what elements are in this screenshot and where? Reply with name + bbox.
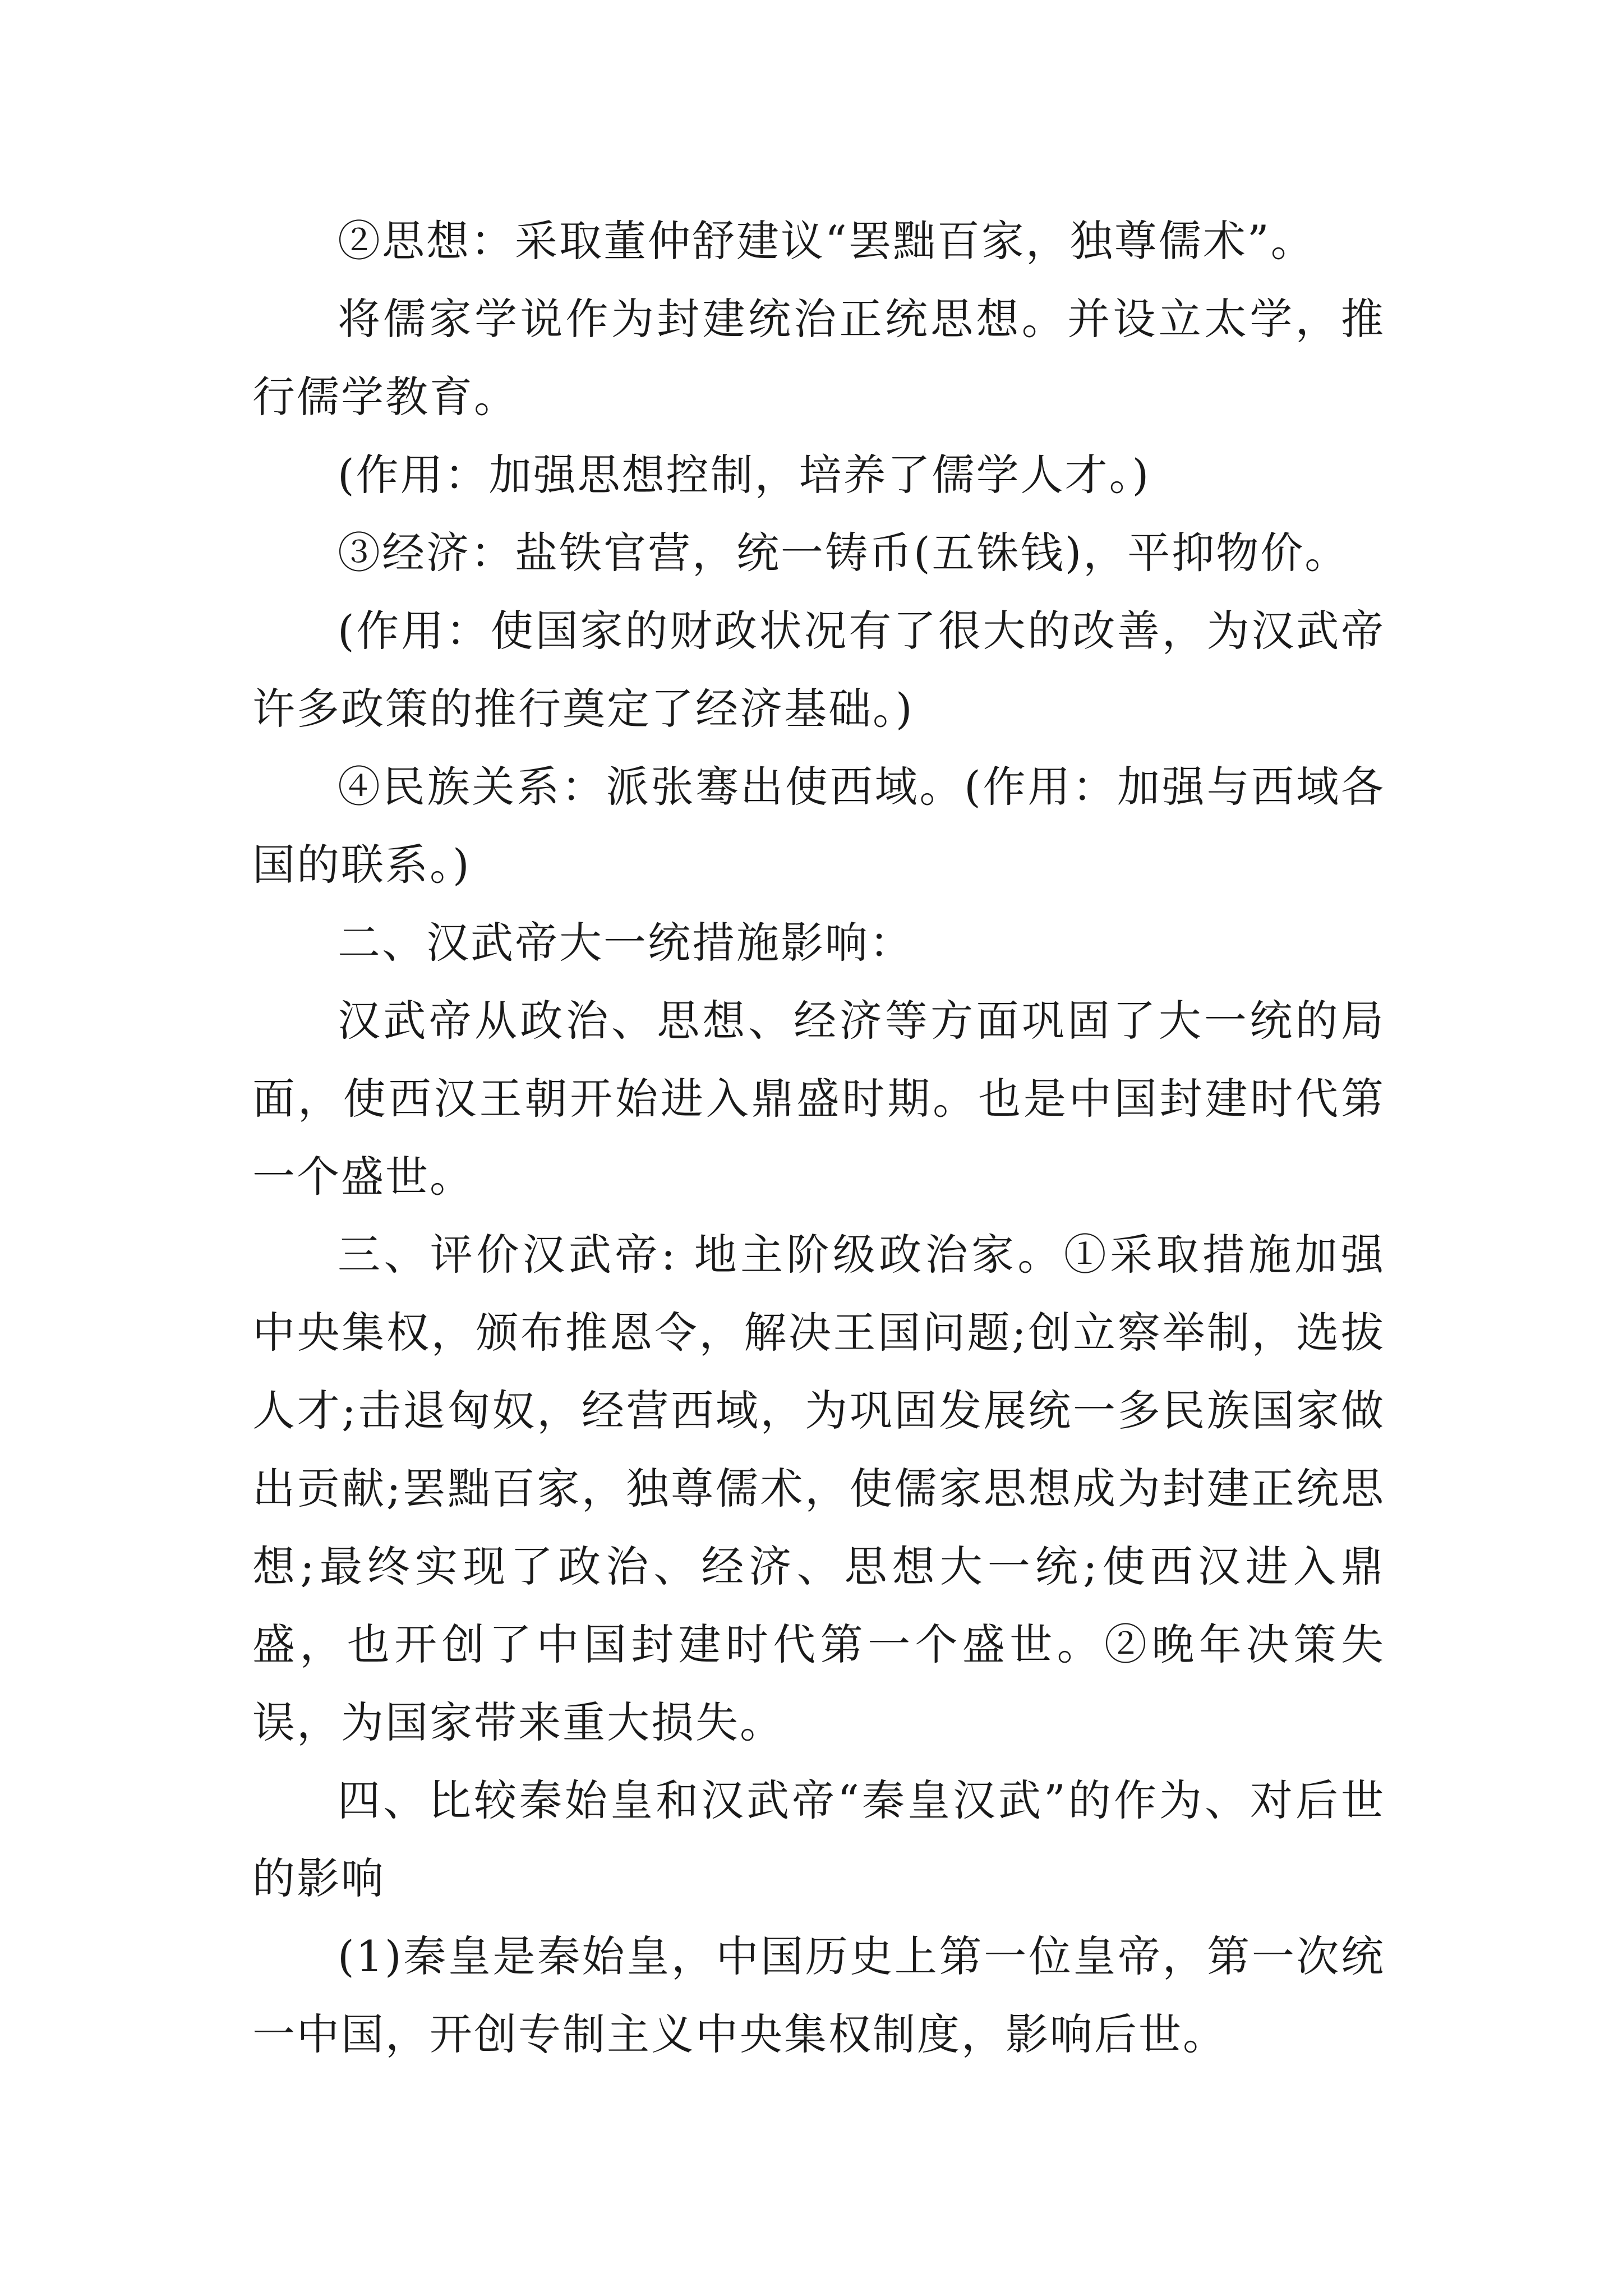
paragraph-thought-policy: ②思想：采取董仲舒建议“罢黜百家，独尊儒术”。	[338, 216, 1315, 266]
heading-section-two: 二、汉武帝大一统措施影响：	[338, 918, 914, 968]
paragraph-economy-effect: (作用：使国家的财政状况有了很大的改善，为汉武帝许多政策的推行奠定了经济基础。)	[252, 606, 1385, 734]
paragraph-economy-policy: ③经济：盐铁官营，统一铸币(五铢钱)，平抑物价。	[338, 528, 1349, 578]
heading-section-four: 四、比较秦始皇和汉武帝“秦皇汉武”的作为、对后世的影响	[252, 1775, 1385, 1903]
paragraph-unification-impact: 汉武帝从政治、思想、经济等方面巩固了大一统的局面，使西汉王朝开始进入鼎盛时期。也是中国封建时代第一个盛世。	[252, 996, 1385, 1202]
paragraph-section-three-evaluation: 三、评价汉武帝: 地主阶级政治家。①采取措施加强中央集权，颁布推恩令，解决王国问题;创立察举制，选拔人才;击退匈奴，经营西域，为巩固发展统一多民族国家做出贡献;罢黜百家，独尊儒术，使儒家思想成为封建正统思想;最终实现了政治、经济、思想大一统;使西汉进入鼎盛，也开创了中国封建时代第一个盛世。②晚年决策失误，为国家带来重大损失。	[252, 1230, 1385, 1747]
paragraph-ethnic-relations: ④民族关系：派张骞出使西域。(作用：加强与西域各国的联系。)	[252, 762, 1385, 890]
document-body	[252, 202, 1385, 2073]
paragraph-qin-shi-huang: (1)秦皇是秦始皇，中国历史上第一位皇帝，第一次统一中国，开创专制主义中央集权制度，影响后世。	[252, 1931, 1385, 2059]
paragraph-thought-effect: (作用：加强思想控制，培养了儒学人才。)	[338, 450, 1151, 500]
paragraph-confucian-education: 将儒家学说作为封建统治正统思想。并设立太学，推行儒学教育。	[252, 294, 1385, 422]
